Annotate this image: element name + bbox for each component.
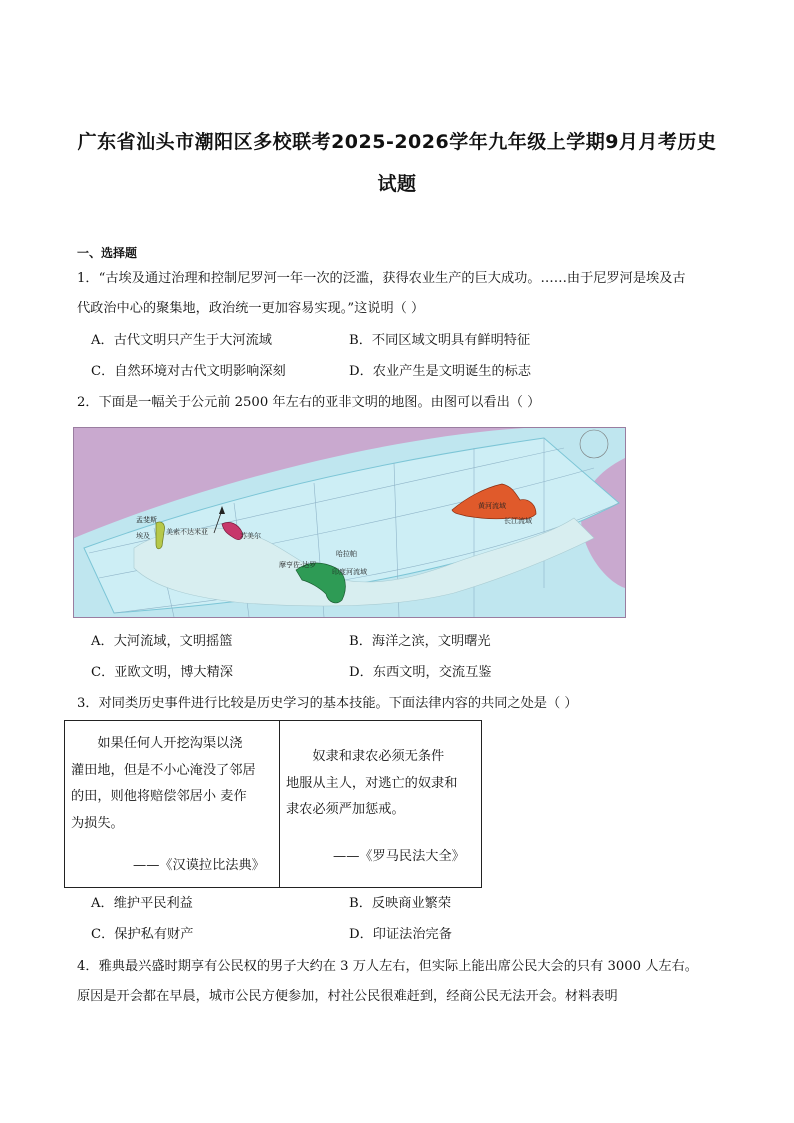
q1-option-a[interactable]: A．古代文明只产生于大河流域 [91, 333, 272, 348]
q2-stem: 2．下面是一幅关于公元前 2500 年左右的亚非文明的地图。由图可以看出（ ） [77, 395, 541, 410]
hammurabi-line-1: 如果任何人开挖沟渠以浇 [71, 736, 243, 751]
q2-option-c[interactable]: C．亚欧文明，博大精深 [91, 665, 233, 680]
roman-law-source: ——《罗马民法大全》 [333, 849, 465, 864]
q3-option-d[interactable]: D．印证法治完备 [349, 927, 452, 942]
q2-option-d[interactable]: D．东西文明，交流互鉴 [349, 665, 492, 680]
hammurabi-line-3: 的田，则他将赔偿邻居小 麦作 [71, 789, 247, 804]
roman-line-3: 隶农必须严加惩戒。 [286, 802, 405, 817]
exam-title-line1: 广东省汕头市潮阳区多校联考2025-2026学年九年级上学期9月月考历史 [77, 131, 717, 153]
q1-option-d[interactable]: D．农业产生是文明诞生的标志 [349, 364, 532, 379]
q3-option-a[interactable]: A．维护平民利益 [91, 896, 193, 911]
map-label-memphis: 孟斐斯 [136, 516, 157, 524]
q2-option-a[interactable]: A．大河流域，文明摇篮 [91, 634, 233, 649]
map-label-yangtze: 长江流域 [504, 517, 532, 525]
map-label-yellow-river: 黄河流域 [478, 502, 506, 510]
q1-option-b[interactable]: B．不同区域文明具有鲜明特征 [349, 333, 531, 348]
roman-line-2: 地服从主人，对逃亡的奴隶和 [286, 775, 458, 791]
map-label-indus-valley: 印度河流域 [332, 568, 367, 576]
q1-option-c[interactable]: C．自然环境对古代文明影响深刻 [91, 364, 286, 379]
law-comparison-table [64, 720, 482, 888]
q1-stem-line2: 代政治中心的聚集地，政治统一更加容易实现。”这说明（ ） [77, 301, 425, 316]
q1-stem-line1: 1．“古埃及通过治理和控制尼罗河一年一次的泛滥，获得农业生产的巨大成功。……由于尼罗河是埃及古 [77, 271, 686, 286]
q3-stem: 3．对同类历史事件进行比较是历史学习的基本技能。下面法律内容的共同之处是（ ） [77, 696, 578, 711]
q4-stem-line2: 原因是开会都在早晨，城市公民方便参加，村社公民很难赶到，经商公民无法开会。材料表明 [77, 989, 618, 1004]
map-label-mohenjo-daro: 摩亨佐·达罗 [279, 561, 317, 569]
map-label-harappa: 哈拉帕 [336, 550, 357, 558]
q4-stem-line1: 4．雅典最兴盛时期享有公民权的男子大约在 3 万人左右，但实际上能出席公民大会的只有 3000 人左右。 [77, 959, 698, 974]
hammurabi-line-4: 为损失。 [71, 815, 124, 831]
exam-title-line2: 试题 [377, 173, 417, 195]
roman-line-1: 奴隶和隶农必须无条件 [286, 749, 445, 764]
hammurabi-line-2: 灌田地，但是不小心淹没了邻居 [71, 762, 256, 778]
q2-option-b[interactable]: B．海洋之滨，文明曙光 [349, 634, 491, 649]
hammurabi-source: ——《汉谟拉比法典》 [133, 858, 265, 873]
map-label-egypt: 埃及 [136, 532, 150, 540]
asia-africa-civilization-map [73, 427, 626, 618]
q3-option-c[interactable]: C．保护私有财产 [91, 927, 194, 942]
section-heading: 一、选择题 [77, 246, 138, 260]
map-label-sumer: 苏美尔 [240, 532, 261, 540]
map-label-mesopotamia: 美索不达米亚 [166, 528, 208, 536]
q3-option-b[interactable]: B．反映商业繁荣 [349, 896, 452, 911]
